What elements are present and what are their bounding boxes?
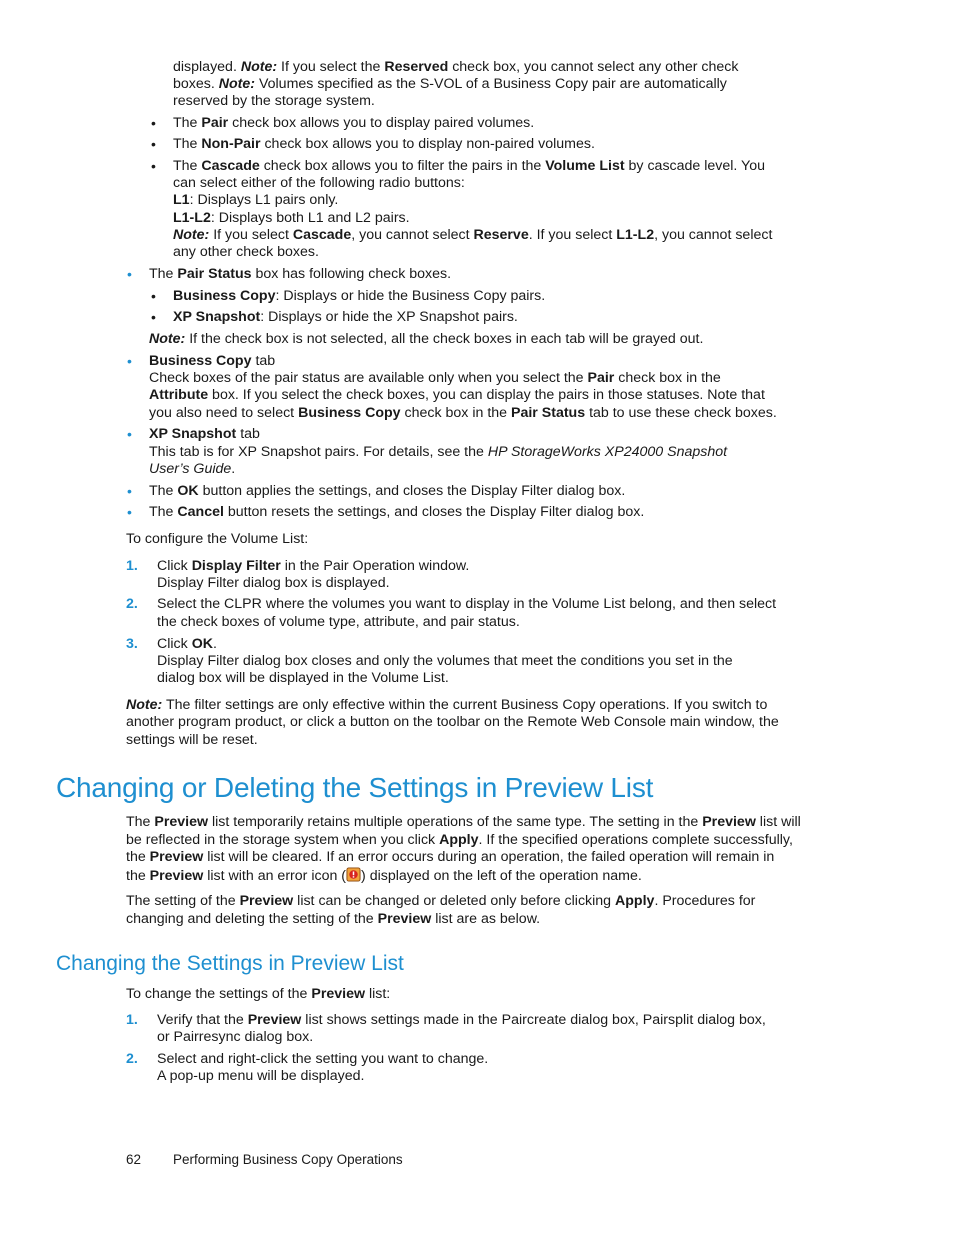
bullet-icon: •	[127, 504, 132, 520]
bullet-icon: •	[127, 266, 132, 282]
intro-line-1: displayed. Note: If you select the Reserved check box, you cannot select any other check	[173, 59, 739, 75]
section-p1-line-3: the Preview list will be cleared. If an error occurs during an operation, the failed operation will remain in	[126, 849, 775, 865]
configure-step-2: Select the CLPR where the volumes you want to display in the Volume List belong, and then select	[157, 596, 777, 612]
nonpair-item: The Non-Pair check box allows you to display non-paired volumes.	[173, 136, 595, 152]
section-p2-line-2: changing and deleting the setting of the Preview list are as below.	[126, 911, 541, 927]
subsection-intro: To change the settings of the Preview list:	[126, 986, 391, 1002]
cascade-line-4: L1-L2: Displays both L1 and L2 pairs.	[173, 210, 410, 226]
change-step-2-result: A pop-up menu will be displayed.	[157, 1068, 365, 1084]
bullet-icon: •	[151, 136, 156, 152]
page-number: 62	[126, 1152, 142, 1167]
change-step-2: Select and right-click the setting you want to change.	[157, 1051, 489, 1067]
step-number: 1.	[126, 558, 138, 574]
filter-note-line-3: settings will be reset.	[126, 732, 258, 748]
change-step-1-cont: or Pairresync dialog box.	[157, 1029, 314, 1045]
cascade-line-6: any other check boxes.	[173, 244, 319, 260]
configure-step-3-result: Display Filter dialog box closes and only the volumes that meet the conditions you set in the	[157, 653, 733, 669]
section-p2-line-1: The setting of the Preview list can be changed or deleted only before clicking Apply. Procedures for	[126, 893, 756, 909]
cascade-line-1: The Cascade check box allows you to filter the pairs in the Volume List by cascade level. You	[173, 158, 765, 174]
step-number: 3.	[126, 636, 138, 652]
section-p1-line-1: The Preview list temporarily retains multiple operations of the same type. The setting in the Preview list will	[126, 814, 801, 830]
section-p1-line-2: be reflected in the storage system when you click Apply. If the specified operations complete successfully,	[126, 832, 793, 848]
cascade-line-3: L1: Displays L1 pairs only.	[173, 192, 339, 208]
intro-line-2: boxes. Note: Volumes specified as the S-VOL of a Business Copy pair are automatically	[173, 76, 727, 92]
pair-status-note: Note: If the check box is not selected, all the check boxes in each tab will be grayed out.	[149, 331, 704, 347]
ok-item: The OK button applies the settings, and closes the Display Filter dialog box.	[149, 483, 626, 499]
filter-note-line-2: another program product, or click a button on the toolbar on the Remote Web Console main window, the	[126, 714, 779, 730]
configure-step-1-result: Display Filter dialog box is displayed.	[157, 575, 390, 591]
pair-status-bc: Business Copy: Displays or hide the Business Copy pairs.	[173, 288, 546, 304]
cancel-item: The Cancel button resets the settings, and closes the Display Filter dialog box.	[149, 504, 645, 520]
xp-tab-line-1: XP Snapshot tab	[149, 426, 260, 442]
bullet-icon: •	[151, 309, 156, 325]
pair-status-xp: XP Snapshot: Displays or hide the XP Snapshot pairs.	[173, 309, 518, 325]
cascade-line-5: Note: If you select Cascade, you cannot select Reserve. If you select L1-L2, you cannot select	[173, 227, 773, 243]
configure-step-2-cont: the check boxes of volume type, attribute, and pair status.	[157, 614, 520, 630]
bc-tab-line-3: Attribute box. If you select the check boxes, you can display the pairs in those statuses. Note that	[149, 387, 765, 403]
bullet-icon: •	[151, 115, 156, 131]
bullet-icon: •	[127, 483, 132, 499]
bullet-icon: •	[127, 426, 132, 442]
subsection-heading: Changing the Settings in Preview List	[56, 952, 404, 975]
bullet-icon: •	[127, 353, 132, 369]
error-icon	[346, 867, 361, 882]
step-number: 2.	[126, 596, 138, 612]
bc-tab-line-4: you also need to select Business Copy check box in the Pair Status tab to use these check boxes.	[149, 405, 777, 421]
section-heading: Changing or Deleting the Settings in Preview List	[56, 772, 654, 803]
filter-note-line-1: Note: The filter settings are only effective within the current Business Copy operations. If you switch to	[126, 697, 768, 713]
pair-status-line: The Pair Status box has following check boxes.	[149, 266, 452, 282]
change-step-1: Verify that the Preview list shows settings made in the Paircreate dialog box, Pairsplit dialog box,	[157, 1012, 766, 1028]
configure-step-1: Click Display Filter in the Pair Operation window.	[157, 558, 470, 574]
bc-tab-line-2: Check boxes of the pair status are available only when you select the Pair check box in the	[149, 370, 721, 386]
bullet-icon: •	[151, 288, 156, 304]
configure-step-3-result-cont: dialog box will be displayed in the Volume List.	[157, 670, 449, 686]
configure-step-3: Click OK.	[157, 636, 217, 652]
step-number: 2.	[126, 1051, 138, 1067]
pair-item: The Pair check box allows you to display paired volumes.	[173, 115, 535, 131]
intro-line-3: reserved by the storage system.	[173, 93, 375, 109]
footer-chapter: Performing Business Copy Operations	[173, 1152, 403, 1167]
bullet-icon: •	[151, 158, 156, 174]
step-number: 1.	[126, 1012, 138, 1028]
xp-tab-line-2: This tab is for XP Snapshot pairs. For details, see the HP StorageWorks XP24000 Snapshot	[149, 444, 728, 460]
configure-intro: To configure the Volume List:	[126, 531, 309, 547]
cascade-line-2: can select either of the following radio buttons:	[173, 175, 465, 191]
section-p1-line-4: the Preview list with an error icon ( ) displayed on the left of the operation name.	[126, 868, 642, 884]
bc-tab-line-1: Business Copy tab	[149, 353, 276, 369]
xp-tab-line-3: User’s Guide.	[149, 461, 236, 477]
